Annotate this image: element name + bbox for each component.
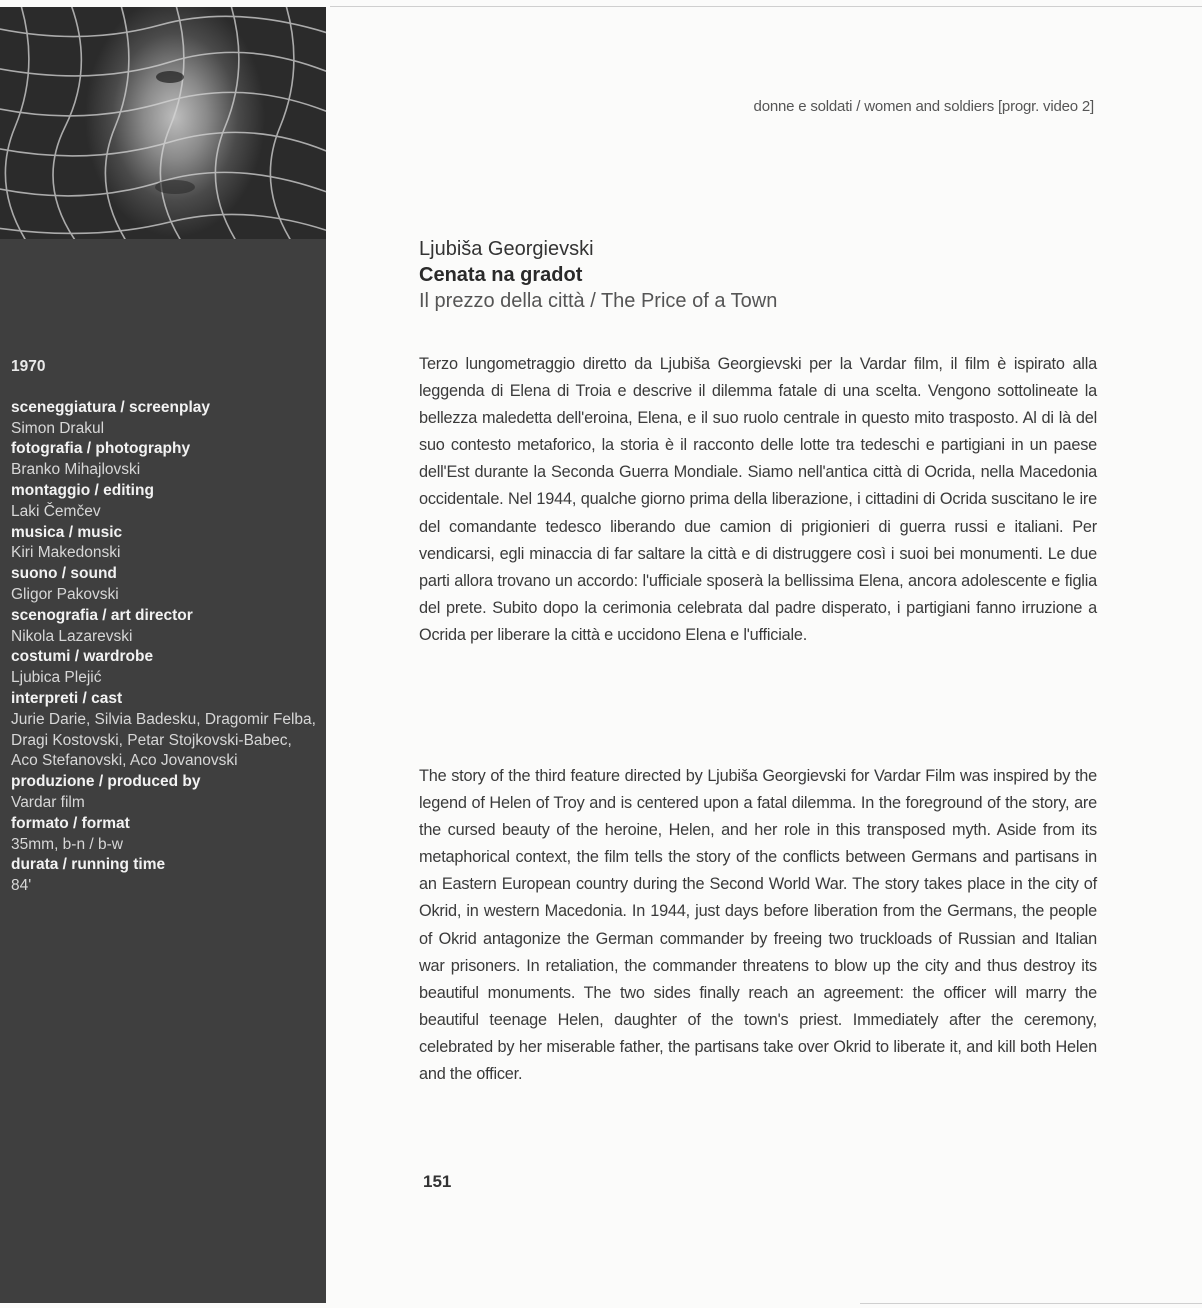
film-title: Cenata na gradot xyxy=(419,264,583,286)
credit-item xyxy=(11,647,316,689)
credit-label: suono / sound xyxy=(11,565,117,583)
credit-label: produzione / produced by xyxy=(11,773,201,791)
credit-value: Vardar film xyxy=(11,793,85,811)
credit-value: Kiri Makedonski xyxy=(11,544,121,562)
credit-label: durata / running time xyxy=(11,856,166,874)
credit-value: 84' xyxy=(11,877,32,895)
net-overlay xyxy=(0,7,326,239)
credits-sidebar xyxy=(0,7,326,1303)
credit-value: Gligor Pakovski xyxy=(11,585,119,603)
credit-item xyxy=(11,523,316,565)
credit-item xyxy=(11,439,316,481)
credit-value: Nikola Lazarevski xyxy=(11,627,133,645)
film-subtitle: Il prezzo della città / The Price of a Town xyxy=(419,290,778,312)
credit-label: scenografia / art director xyxy=(11,606,193,624)
bottom-rule xyxy=(860,1303,1202,1304)
credit-item xyxy=(11,855,316,897)
credit-item xyxy=(11,814,316,856)
credit-label: costumi / wardrobe xyxy=(11,648,154,666)
credit-label: musica / music xyxy=(11,523,123,541)
section-header: donne e soldati / women and soldiers [progr. video 2] xyxy=(753,98,1094,115)
credit-label: fotografia / photography xyxy=(11,440,191,458)
credit-label: interpreti / cast xyxy=(11,689,123,707)
credit-item xyxy=(11,772,316,814)
production-year: 1970 xyxy=(11,358,46,375)
synopsis-english: The story of the third feature directed by Ljubiša Georgievski for Vardar Film was inspired by the legend of Helen of Troy and is centered upon a fatal dilemma. In the foreground of the story, are the cursed beauty of the heroine, Helen, and her role in this transposed myth. Aside from its metaphorical context, the film tells the story of the conflicts between Germans and partisans in an Eastern European country during the Second World War. The story takes place in the city of Okrid, in western Macedonia. In 1944, just days before liberation from the Germans, the people of Okrid antagonize the German commander by freeing two truckloads of Russian and Italian war prisoners. In retaliation, the commander threatens to blow up the city and thus destroy its beautiful monuments. The two sides finally reach an agreement: the officer will marry the beautiful teenage Helen, daughter of the town's priest. Immediately after the ceremony, celebrated by her miserable father, the partisans take over Okrid to liberate it, and kill both Helen and the officer. xyxy=(419,767,1097,1084)
director-name: Ljubiša Georgievski xyxy=(419,238,594,260)
credit-label: montaggio / editing xyxy=(11,481,154,499)
credit-value: Simon Drakul xyxy=(11,419,105,437)
credit-item xyxy=(11,398,316,440)
credit-item xyxy=(11,606,316,648)
film-still-photo xyxy=(0,7,326,239)
top-rule xyxy=(330,6,1202,7)
credit-item xyxy=(11,689,316,772)
credit-item xyxy=(11,481,316,523)
credits-block xyxy=(11,357,316,897)
credit-value: Branko Mihajlovski xyxy=(11,461,141,479)
page-number: 151 xyxy=(423,1172,452,1191)
credit-item xyxy=(11,564,316,606)
credit-value: Jurie Darie, Silvia Badesku, Dragomir Felba, Dragi Kostovski, Petar Stojkovski-Babec, Aco Stefanovski, Aco Jovanovski xyxy=(11,710,316,770)
film-title-block xyxy=(419,236,777,314)
credit-value: 35mm, b-n / b-w xyxy=(11,835,123,853)
credit-value: Ljubica Plejić xyxy=(11,669,102,687)
synopsis-italian: Terzo lungometraggio diretto da Ljubiša Georgievski per la Vardar film, il film è ispirato alla leggenda di Elena di Troia e descrive il dilemma fatale di una scelta. Vengono sottolineate la bellezza maledetta dell'eroina, Elena, e il suo ruolo centrale in questo mito trasposto. Al di là del suo contesto metaforico, la storia è il racconto delle lotte tra tedeschi e partigiani in un paese dell'Est durante la Seconda Guerra Mondiale. Siamo nell'antica città di Ocrida, nella Macedonia occidentale. Nel 1944, qualche giorno prima della liberazione, i cittadini di Ocrida suscitano le ire del comandante tedesco liberando due camion di prigionieri di guerra russi e italiani. Per vendicarsi, egli minaccia di far saltare la città e di distruggere così i suoi bei monumenti. Le due parti allora trovano un accordo: l'ufficiale sposerà la bellissima Elena, ancora adolescente e figlia del prete. Subito dopo la cerimonia celebrata dal padre disperato, i partigiani fanno irruzione a Ocrida per liberare la città e uccidono Elena e l'ufficiale. xyxy=(419,355,1097,644)
credit-value: Laki Čemčev xyxy=(11,502,101,520)
credit-label: formato / format xyxy=(11,814,130,832)
credit-label: sceneggiatura / screenplay xyxy=(11,398,211,416)
